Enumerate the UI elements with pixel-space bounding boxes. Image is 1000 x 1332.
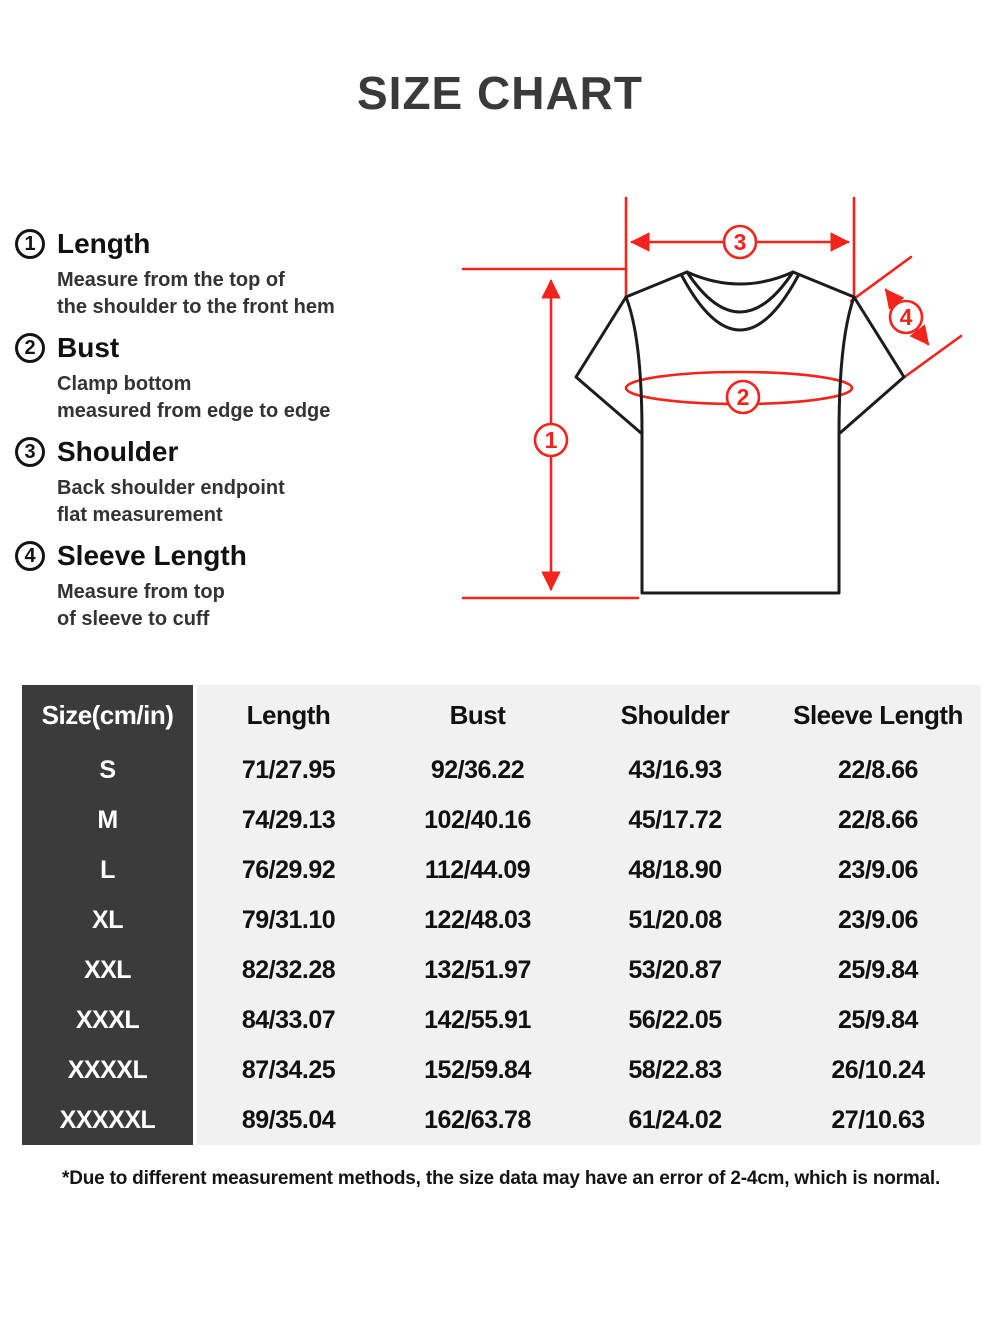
- page-title: SIZE CHART: [357, 67, 643, 119]
- table-cell: 25/9.84: [838, 1005, 918, 1034]
- guide-desc-line: flat measurement: [57, 504, 223, 526]
- table-cell: 92/36.22: [430, 755, 525, 784]
- guide-desc-line: measured from edge to edge: [57, 400, 331, 422]
- table-cell: 23/9.06: [838, 905, 918, 934]
- size-label: M: [22, 795, 197, 845]
- table-cell: 58/22.83: [628, 1055, 722, 1084]
- guide-label-bust: Bust: [57, 332, 120, 363]
- column-header-length: Length: [246, 699, 331, 730]
- table-cell: 43/16.93: [628, 755, 722, 784]
- column-header-bust: Bust: [449, 699, 506, 730]
- table-cell: 162/63.78: [424, 1105, 531, 1134]
- dimension-lines: [463, 198, 961, 598]
- marker-1-number: 1: [544, 427, 558, 453]
- sleeve-top-reference-line: [851, 257, 911, 301]
- table-cell: 56/22.05: [628, 1005, 722, 1034]
- column-header-size: Size(cm/in): [22, 685, 197, 745]
- table-cell: 82/32.28: [241, 955, 336, 984]
- marker-3-number: 3: [733, 229, 747, 255]
- marker-4-number: 4: [899, 304, 913, 330]
- guide-label-shoulder: Shoulder: [57, 436, 179, 467]
- guide-desc-line: the shoulder to the front hem: [57, 296, 335, 318]
- guide-label-sleeve-length: Sleeve Length: [57, 540, 247, 571]
- table-cell: 89/35.04: [241, 1105, 336, 1134]
- table-cell: 27/10.63: [831, 1105, 925, 1134]
- tshirt-outline-graphic: [576, 272, 904, 593]
- table-cell: 79/31.10: [241, 905, 336, 934]
- table-cell: 53/20.87: [628, 955, 722, 984]
- tshirt-measure-diagram: [440, 180, 1000, 650]
- table-cell: 76/29.92: [241, 855, 336, 884]
- guide-description: [57, 579, 455, 633]
- table-cell: 84/33.07: [241, 1005, 336, 1034]
- sleeve-cuff-reference-line: [899, 336, 961, 381]
- size-label: XL: [22, 895, 197, 945]
- table-cell: 102/40.16: [424, 805, 531, 834]
- measurement-disclaimer: *Due to different measurement methods, the size data may have an error of 2-4cm, which is normal.: [62, 1168, 941, 1189]
- guide-desc-line: Back shoulder endpoint: [57, 477, 285, 499]
- table-cell: 22/8.66: [838, 805, 918, 834]
- guide-item-shoulder: [15, 436, 455, 529]
- guide-desc-line: Measure from the top of: [57, 269, 285, 291]
- guide-item-bust: [15, 332, 455, 425]
- guide-label-length: Length: [57, 228, 151, 259]
- size-label: XXXXL: [22, 1045, 197, 1095]
- table-cell: 22/8.66: [838, 755, 918, 784]
- table-cell: 122/48.03: [424, 905, 531, 934]
- table-cell: 48/18.90: [628, 855, 722, 884]
- size-label: XXXXXL: [22, 1095, 197, 1145]
- guide-heading: [15, 540, 455, 572]
- diagram-markers: [535, 226, 922, 456]
- size-label: XXL: [22, 945, 197, 995]
- table-cell: 142/55.91: [424, 1005, 531, 1034]
- guide-desc-line: of sleeve to cuff: [57, 608, 210, 630]
- number-1-badge: 1: [15, 229, 45, 259]
- column-header-shoulder: Shoulder: [620, 699, 730, 730]
- guide-description: [57, 267, 455, 321]
- size-label: XXXL: [22, 995, 197, 1045]
- guide-item-sleeve-length: [15, 540, 455, 633]
- table-cell: 51/20.08: [628, 905, 722, 934]
- table-cell: 25/9.84: [838, 955, 918, 984]
- size-label: S: [22, 745, 197, 795]
- size-label: L: [22, 845, 197, 895]
- guide-heading: [15, 332, 455, 364]
- table-cell: 23/9.06: [838, 855, 918, 884]
- size-chart-table: [22, 685, 981, 1145]
- table-cell: 74/29.13: [241, 805, 336, 834]
- guide-description: [57, 371, 455, 425]
- table-cell: 132/51.97: [424, 955, 531, 984]
- guide-item-length: [15, 228, 455, 321]
- table-cell: 112/44.09: [424, 855, 531, 884]
- table-cell: 87/34.25: [241, 1055, 336, 1084]
- guide-heading: [15, 228, 455, 260]
- number-3-badge: 3: [15, 437, 45, 467]
- table-cell: 152/59.84: [424, 1055, 531, 1084]
- guide-desc-line: Measure from top: [57, 581, 225, 603]
- marker-2-number: 2: [736, 384, 750, 410]
- guide-heading: [15, 436, 455, 468]
- column-header-sleeve-length: Sleeve Length: [793, 699, 963, 730]
- guide-desc-line: Clamp bottom: [57, 373, 192, 395]
- table-cell: 61/24.02: [628, 1105, 722, 1134]
- guide-description: [57, 475, 455, 529]
- table-cell: 71/27.95: [241, 755, 336, 784]
- number-2-badge: 2: [15, 333, 45, 363]
- table-cell: 26/10.24: [831, 1055, 925, 1084]
- table-cell: 45/17.72: [628, 805, 722, 834]
- number-4-badge: 4: [15, 541, 45, 571]
